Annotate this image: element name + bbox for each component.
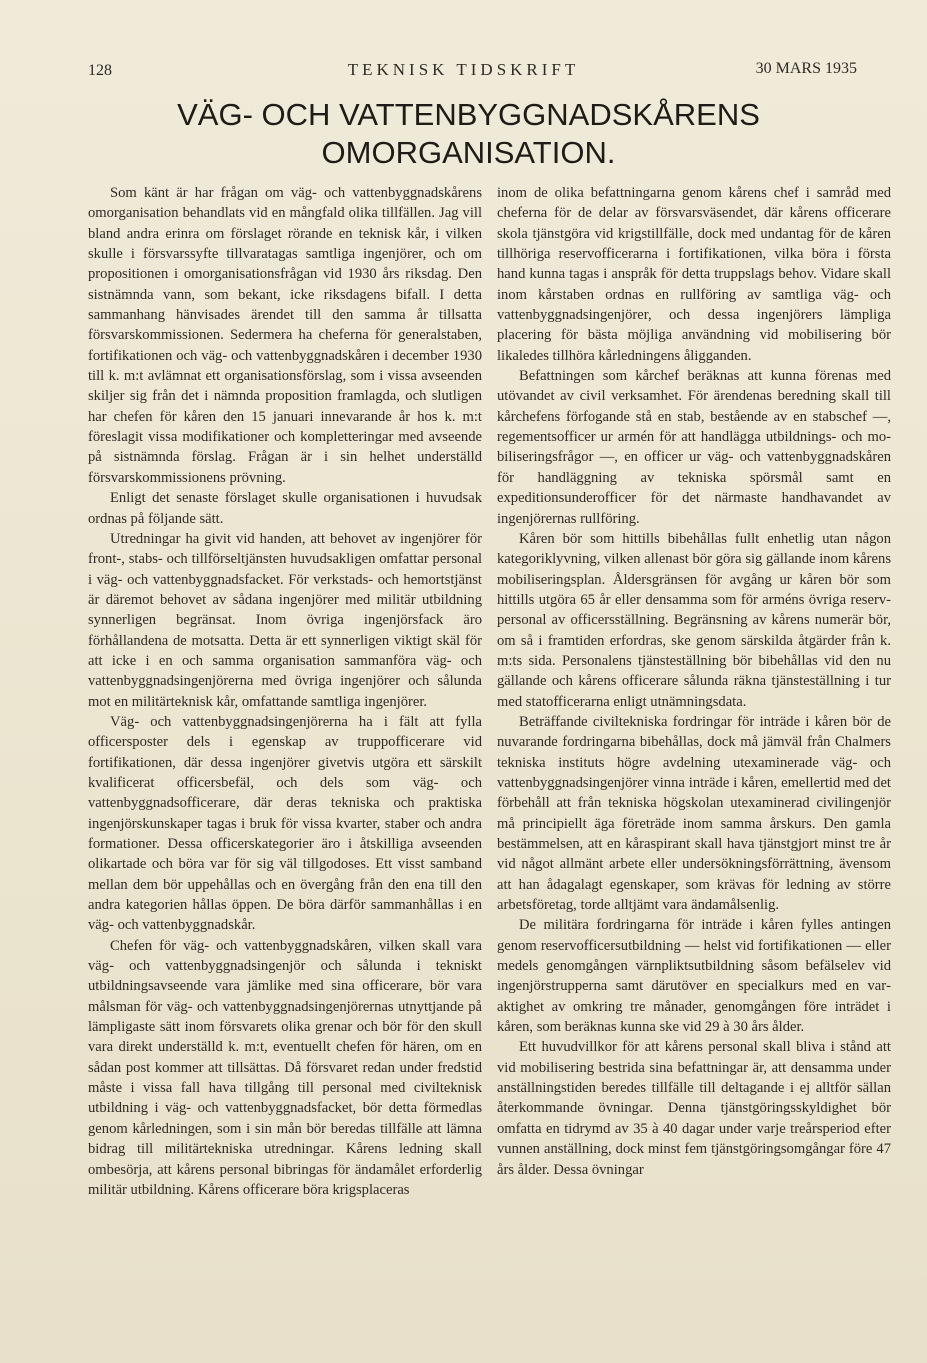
left-column: [88, 183, 482, 1200]
paragraph: Befattningen som kårchef beräknas att kunna förenas med utövandet av civil verksamhet. För ärendenas beredning skall till kårchefens förfogande stå en stab, bestående av en stabschef —, regementsofficer ur armén för att handlägga utbildnings- och mobiliseringsfrågor —, en officer ur väg- och vattenbyggnadskåren för handläggning av tekniska spörsmål samt en expeditionsunderofficer för det närmaste handhavandet av ingenjörernas rullföring.: [497, 368, 891, 527]
page-number: 128: [88, 62, 112, 79]
running-header: [0, 60, 927, 84]
paragraph: Väg- och vattenbyggnadsingenjörerna ha i fält att fylla officersposter dels i egenskap av truppofficerare vid fortifikationen, där dessa ingenjörer givetvis utgöra ett särskilt kvalificerat officersbefäl, och dels som väg- och vattenbyggnadsofficerare, där deras tekniska och praktiska ingenjörskunskaper tagas i bruk för vissa kvarter, staber och andra formationer. Dessa officerskategorier äro i åtskilliga avseenden olikartade och böra var för sig väl tillgodoses. Ett visst samband mellan dem bör uppehållas och en övergång från den ena till den andra kategorien hållas öppen. De böra därför sammanhållas i en väg- och vattenbyggnadskår.: [88, 713, 482, 934]
paragraph: Chefen för väg- och vattenbyggnadskåren, vilken skall vara väg- och vattenbyggnadsingenjör och sålunda i tekniskt utbildningsavseende vara jämlike med sina officerare, bör vara målsman för väg- och vattenbyggnadsingenjörernas utnyttjande på lämpligaste sätt inom försvarets olika grenar och bör för den skull vara direkt underställd k. m:t, eventuellt chefen för hären, om en sådan post kommer att tillsättas. Då försvaret redan under fredstid måste i vissa fall hava tillgång till personal med civilteknisk utbildning i väg- och vattenbyggnadsfacket, bör detta förmedlas genom kårledningen, som i sin mån bör beredas tillfälle att lämna bidrag till militärtekniska utredningar. Kårens ledning skall ombesörja, att kårens personal bibringas för ändamålet erforderlig militär utbildning. Kårens officerare böra krigsplaceras: [88, 937, 482, 1198]
paragraph: Beträffande civiltekniska fordringar för inträde i kåren bör de nuvarande fordringarna bibehållas, dock må jämväl från Chalmers tekniska instituts högre avdelning utexaminerade väg- och vattenbyggnadsingenjörer vinna inträde i kåren, emellertid med det förbehåll att från tekniska högskolan utexaminerad civilingenjör må principiellt äga företräde inom samma årskurs. Den gamla bestämmelsen, att en kåraspirant skall hava tjänstgjort minst tre år vid något allmänt arbete eller undersökningsförrättning, ävensom att han ådagalagt egenskaper, som krävas för ledning av större arbetsföretag, torde alltjämt vara ändamålsenlig.: [497, 713, 891, 914]
paragraph: Enligt det senaste förslaget skulle organisationen i huvudsak ordnas på följande sätt.: [88, 490, 482, 527]
journal-name: TEKNISK TIDSKRIFT: [347, 60, 580, 79]
paragraph: Kåren bör som hittills bibehållas fullt enhetlig utan någon kategoriklyvning, vilken allenast bör göra sig gällande inom kårens mobiliseringsplan. Åldersgränsen för avgång ur kåren bör som hittills utgöra 65 år eller densamma som för arméns övriga reservpersonal av officersställning. Begränsning av kårens numerär bör, om så i framtiden erfordras, ske genom särskilda åtgärder från k. m:ts sida. Personalens tjänsteställning bör bibehållas vid den nu gällande och kårens officerare sålunda räkna tjänsteställning i tur med statofficerarna enligt utnämningsdata.: [497, 530, 891, 710]
title-line-1: VÄG- OCH VATTENBYGGNADSKÅRENS: [177, 97, 760, 132]
paragraph: inom de olika befattningarna genom kårens chef i samråd med cheferna för de delar av försvarsväsendet, där kårens officerare skola tjänstgöra vid krigstillfälle, dock med undantag för de kåren tillhöriga reservofficerarna i fortifikationen, vilka böra i första hand kunna tagas i anspråk för detta truppslags behov. Vidare skall inom kårstaben ordnas en rullföring av samtliga väg- och vattenbyggnadsingenjörer, och dessa ingenjörers lämpliga placering för bästa möjliga användning vid mobilisering bör likaledes tillhöra kårledningens åligganden.: [497, 185, 891, 364]
paragraph: Ett huvudvillkor för att kårens personal skall bliva i stånd att vid mobilisering bestrida sina befattningar är, att densamma under anställningstiden beredes tillfälle till deltagande i ej alltför sällan återkommande övningar. Denna tjänstgöringsskyldighet bör omfatta en tidrymd av 35 à 40 dagar under varje treårsperiod efter vunnen anställning, dock minst fem tjänstgöringsomgångar före 47 års ålder. Dessa övningar: [497, 1039, 891, 1178]
issue-date: 30 MARS 1935: [755, 60, 857, 77]
article-title: [120, 96, 817, 172]
paragraph: De militära fordringarna för inträde i kåren fylles antingen genom reservofficersutbildning — helst vid fortifikationen — eller medels genomgången värnpliktsutbildning såsom befälselev vid ingenjörstrupperna samt därutöver en specialkurs med en varaktighet av omkring tre månader, genomgången före inträdet i kåren, som beräknas kunna ske vid 29 à 30 års ålder.: [497, 917, 891, 1036]
right-column: [497, 183, 891, 1180]
title-line-2: OMORGANISATION.: [321, 135, 616, 170]
paragraph: Utredningar ha givit vid handen, att behovet av ingenjörer för front-, stabs- och tillförseltjänsten huvudsakligen omfattar personal i väg- och vattenbyggnadsfacket. För verkstads- och hemortstjänst är däremot behovet av sådana ingenjörer med militär utbildning synnerligen begränsat. Inom övriga ingenjörsfack äro förhållandena de motsatta. Detta är ett synnerligen viktigt skäl för att icke i en och samma organisation sammanföra väg- och vattenbyggnadsingenjörerna med övriga ingenjörer och sålunda mot en militärteknisk kår, omfattande samtliga ingenjörer.: [88, 530, 482, 710]
paragraph: Som känt är har frågan om väg- och vattenbyggnadskårens omorganisation behandlats vid en mångfald olika tillfällen. Jag vill bland andra erinra om förslaget rörande en teknisk kår, i vilken skulle i försvarssyfte tillvaratagas samtliga ingenjörer, och om propositionen i omorganisationsfrågan vid 1930 års riksdag. Den sistnämnda vann, som bekant, icke riksdagens bifall. I detta sammanhang hänvisades ärendet till den samma år tillsatta försvarskommissionen. Sedermera ha cheferna för generalstaben, fortifikationen och väg- och vattenbyggnadskåren i december 1930 till k. m:t avlämnat ett organisationsförslag, som i vissa avseenden skiljer sig från det i nämnda proposition framlagda, och slutligen har chefen för kåren den 15 januari innevarande år hos k. m:t föreslagit vissa modifikationer och kompletteringar med avseende på sistnämnda förslag. Frågan är i sin helhet underställd försvarskommissionens prövning.: [88, 185, 482, 486]
